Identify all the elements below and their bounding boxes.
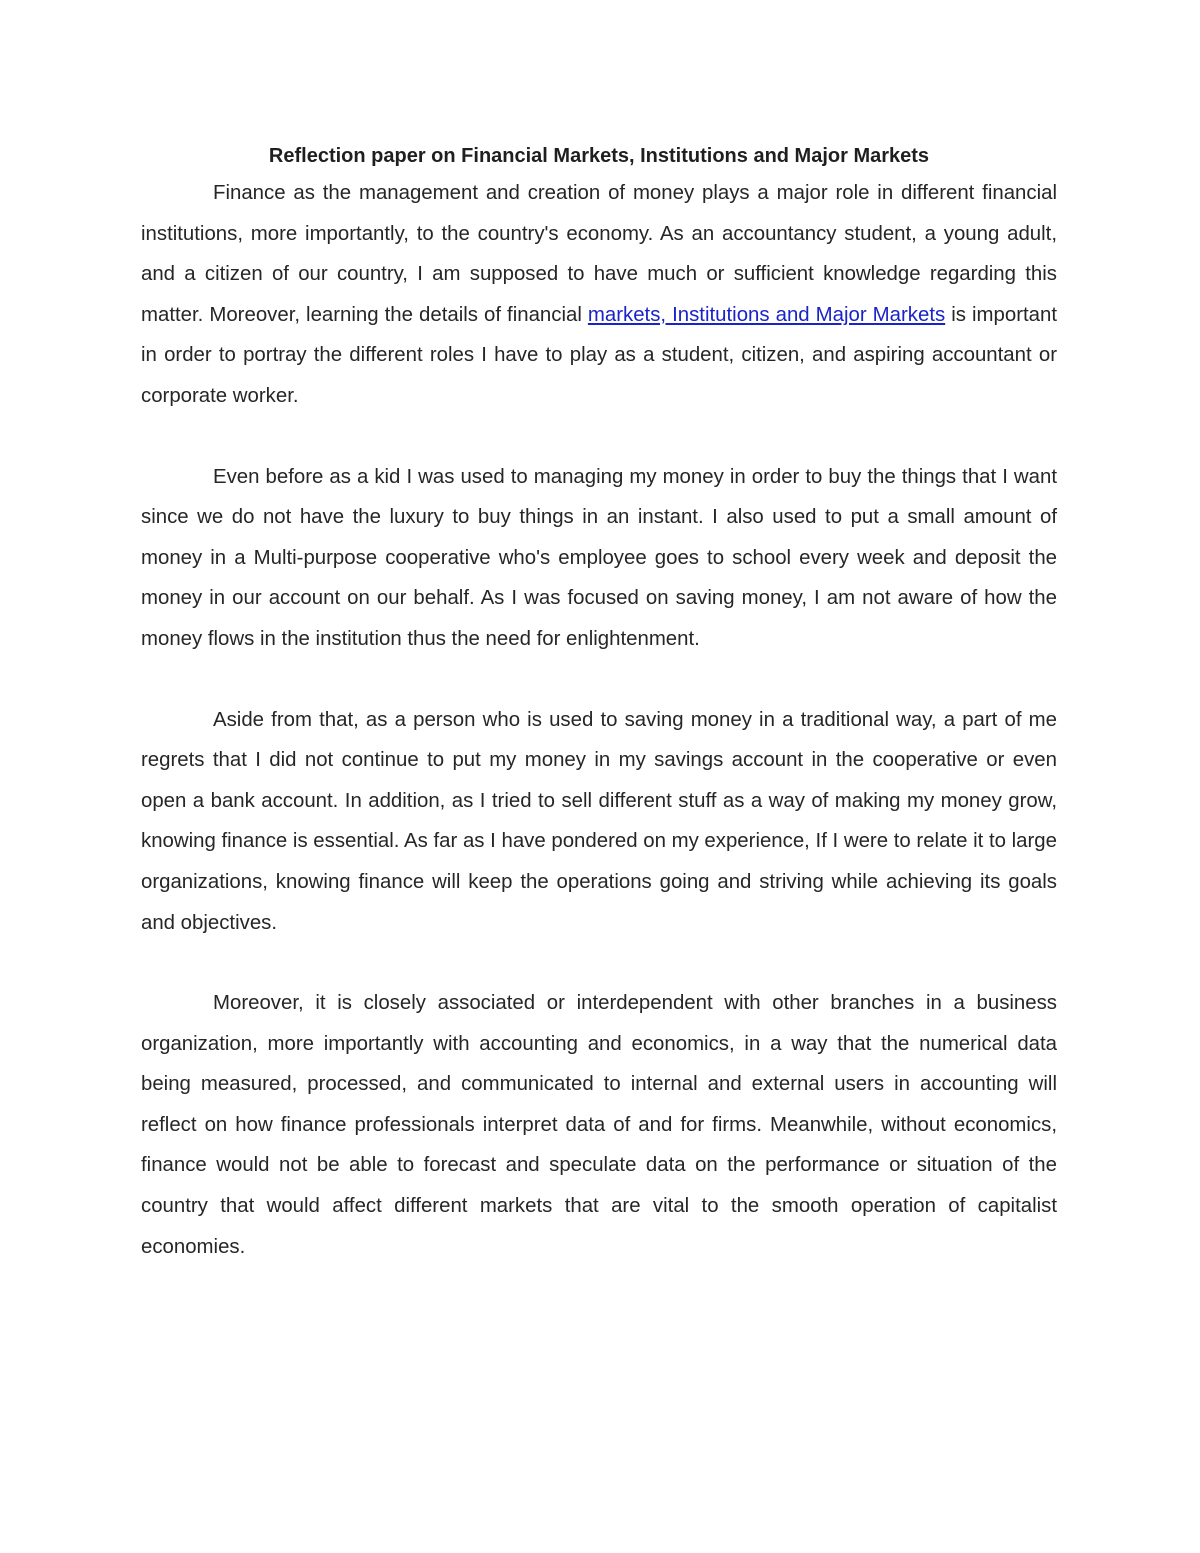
document-title: Reflection paper on Financial Markets, Institutions and Major Markets: [268, 145, 930, 167]
financial-markets-link[interactable]: markets, Institutions and Major Markets: [587, 303, 946, 326]
paragraph-3: Aside from that, as a person who is used to saving money in a traditional way, a part of me regrets that I did not continue to put my money in my savings account in the cooperative or even open a bank account. In addition, as I tried to sell different stuff as a way of making my money grow, knowing finance is essential. As far as I have pondered on my experience, If I were to relate it to large organizations, knowing finance will keep the operations going and striving while achieving its goals and objectives.: [141, 708, 1057, 934]
paragraph-2: Even before as a kid I was used to managing my money in order to buy the things that I want since we do not have the luxury to buy things in an instant. I also used to put a small amount of money in a Multi-purpose cooperative who's employee goes to school every week and deposit the money in our account on our behalf. As I was focused on saving money, I am not aware of how the money flows in the institution thus the need for enlightenment.: [141, 465, 1057, 650]
paragraph-1: [141, 173, 1057, 417]
paragraph-1-text-before-link: Finance as the management and creation of money plays a major role in different financial institutions, more importantly, to the country's economy. As an accountancy student, a young adult, and a citizen of our country, I am supposed to have much or sufficient knowledge regarding this matter. Moreover, learning the details of financial: [141, 182, 1057, 326]
paragraph-1-text-after-link: is important in order to portray the different roles I have to play as a student, citizen, and aspiring accountant or corporate worker.: [141, 303, 1057, 407]
document-page: [141, 140, 1057, 1267]
paragraph-4: Moreover, it is closely associated or interdependent with other branches in a business organization, more importantly with accounting and economics, in a way that the numerical data being measured, processed, and communicated to internal and external users in accounting will reflect on how finance professionals interpret data of and for firms. Meanwhile, without economics, finance would not be able to forecast and speculate data on the performance or situation of the country that would affect different markets that are vital to the smooth operation of capitalist economies.: [141, 992, 1057, 1258]
